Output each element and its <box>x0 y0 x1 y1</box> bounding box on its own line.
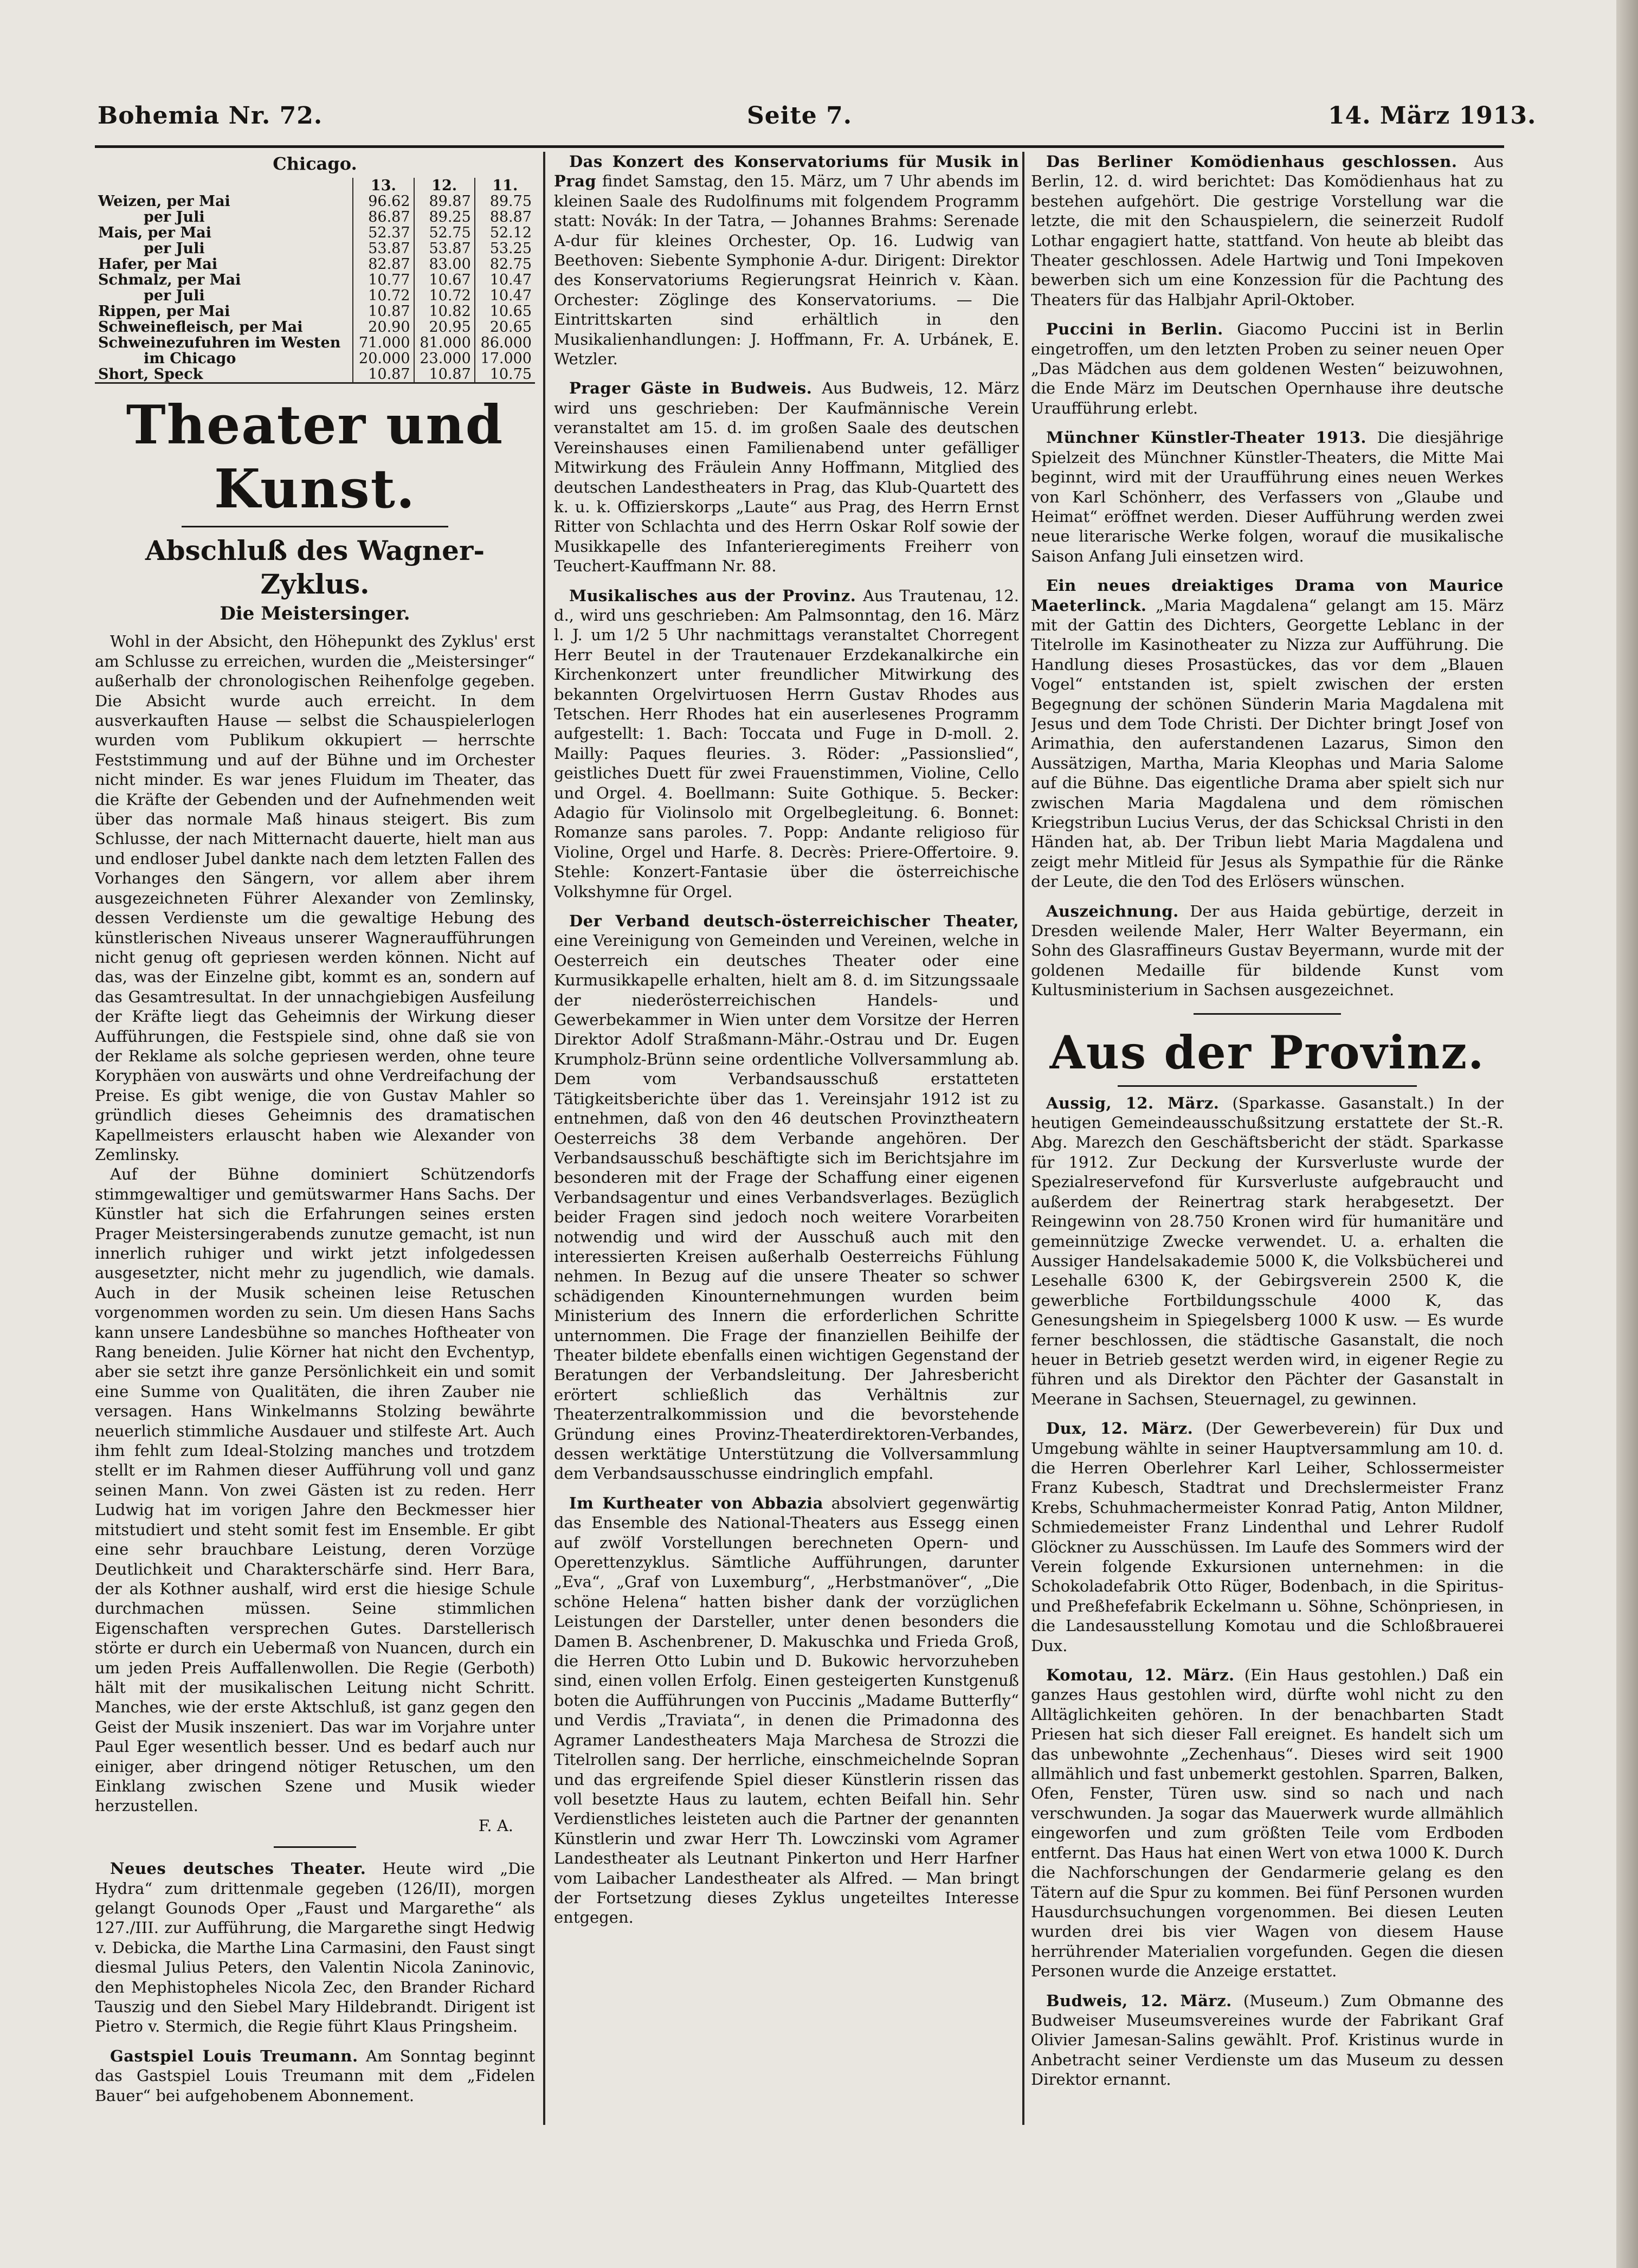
market-row-value: 20.95 <box>414 319 475 335</box>
market-row-value: 88.87 <box>475 209 535 225</box>
news-item <box>1031 1665 1504 1981</box>
news-item-head: Komotau, 12. März. <box>1046 1666 1235 1685</box>
news-item-head: Das Konzert des Konservatoriums für Musik in Prag <box>554 152 1019 191</box>
market-row-label: Rippen, per Mai <box>98 303 230 320</box>
market-row-value: 89.75 <box>475 194 535 209</box>
news-item <box>554 1493 1019 1928</box>
market-table-row <box>95 319 535 335</box>
market-column-header: 11. <box>475 178 535 194</box>
news-item-head: Gastspiel Louis Treumann. <box>110 2046 358 2065</box>
market-row-value: 86.000 <box>475 335 535 351</box>
market-row-label: Schweinezufuhren im Westen <box>98 334 341 352</box>
column-divider <box>1022 152 1024 2125</box>
news-item <box>554 911 1019 1484</box>
news-item <box>1031 576 1504 892</box>
header-rule <box>95 145 1504 148</box>
column-divider <box>543 152 545 2125</box>
market-row-value: 20.65 <box>475 319 535 335</box>
market-row-value: 83.00 <box>414 256 475 272</box>
news-item-head: Neues deutsches Theater. <box>110 1859 366 1878</box>
market-column-header: 12. <box>414 178 475 194</box>
market-row-label: Hafer, per Mai <box>98 256 218 273</box>
market-row-value: 82.87 <box>353 256 414 272</box>
news-item-head: Münchner Künstler-Theater 1913. <box>1046 428 1366 447</box>
section-rule <box>1118 1085 1417 1087</box>
market-row-value: 53.87 <box>353 241 414 256</box>
market-row-value: 10.47 <box>475 272 535 288</box>
news-item <box>554 586 1019 902</box>
market-row-value: 10.65 <box>475 304 535 319</box>
market-row-value: 10.72 <box>414 288 475 304</box>
news-item-head: Puccini in Berlin. <box>1046 320 1223 339</box>
header-page-number: Seite 7. <box>747 102 853 130</box>
news-item <box>95 2046 535 2105</box>
news-item <box>1031 1419 1504 1655</box>
market-table-row <box>95 288 535 304</box>
news-item-head: Der Verband deutsch-österreichischer Theater, <box>569 912 1019 931</box>
market-row-label: Short, Speck <box>98 366 203 383</box>
news-item-text: findet Samstag, den 15. März, um 7 Uhr abends im kleinen Saale des Rudolfinums mit folgendem Programm statt: Novák: In der Tatra, — Johannes Brahms: Serenade A-dur für kleines Orchester, Op. 16. Ludwig van Beethoven: Siebente Symphonie A-dur. Dirigent: Direktor des Konservatoriums Regierungsrat Heinrich v. Kàan. Orchester: Zöglinge des Konservatoriums. — Die Eintrittskarten sind erhältlich in den Musikalienhandlungen: J. Hoffmann, Fr. A. Urbánek, E. Wetzler. <box>554 172 1019 369</box>
article-paragraph: Auf der Bühne dominiert Schützendorfs stimmgewaltiger und gemütswarmer Hans Sachs. Der Künstler hat sich die Erfahrungen seines ersten Prager Meistersingerabends zunutze gemacht, ist nun innerlich ruhiger und wirkt jetzt infolgedessen ausgesetzter, nicht mehr zu jugendlich, wie damals. Auch in der Musik scheinen leise Retuschen vorgenommen worden zu sein. Um diesen Hans Sachs kann unsere Landesbühne so manches Hoftheater von Rang beneiden. Julie Körner hat nicht den Evchentyp, aber sie setzt ihre ganze Persönlichkeit ein und somit eine Summe von Qualitäten, die ihren Zauber nie versagen. Hans Winkelmanns Stolzing bewährte neuerlich stimmliche Ausdauer und stilfeste Art. Auch ihm fehlt zum Ideal-Stolzing manches und trotzdem stellt er im Rahmen dieser Aufführung voll und ganz seinen Mann. Von zwei Gästen ist zu reden. Herr Ludwig hat im vorigen Jahre den Beckmesser hier mitstudiert und steht somit fest im Ensemble. Er gibt eine sehr brauchbare Leistung, deren Vorzüge Deutlichkeit und Charakterschärfe sind. Herr Bara, der als Kothner aushalf, wird erst die hiesige Schule durchmachen müssen. Seine stimmlichen Eigenschaften versprechen Gutes. Darstellerisch störte er durch ein Uebermaß von Nuancen, durch ein um jeden Preis Auffallenwollen. Die Regie (Gerboth) hält mit der musikalischen Leitung nicht Schritt. Manches, wie der erste Aktschluß, ist ganz gegen den Geist der Musik inszeniert. Das war im Vorjahre unter Paul Eger wesentlich besser. Und es bedarf auch nur einiger, aber dringend nötiger Retuschen, um den Einklang zwischen Szene und Musik wieder herzustellen. <box>95 1165 535 1815</box>
news-item-head: Im Kurtheater von Abbazia <box>569 1493 823 1512</box>
market-row-value: 89.87 <box>414 194 475 209</box>
news-item-text: Die diesjährige Spielzeit des Münchner Künstler-Theaters, die Mitte Mai beginnt, wird mit der Uraufführung eines neuen Werkes von Karl Schönherr, des Verfassers von „Glaube und Heimat“ eröffnet werden. Dieser Aufführung werden zwei neue literarische Werke folgen, worauf die musikalische Saison Anfang Juli einsetzen wird. <box>1031 428 1504 565</box>
market-row-label: per Juli <box>144 209 205 226</box>
market-table-row <box>95 194 535 209</box>
article-paragraph: Wohl in der Absicht, den Höhepunkt des Zyklus' erst am Schlusse zu erreichen, wurden die „Meistersinger“ außerhalb der chronologischen Reihenfolge gegeben. Die Absicht wurde auch erreicht. In dem ausverkauften Hause — selbst die Schauspielerlogen wurden vom Publikum okkupiert — herrschte Feststimmung und auf der Bühne und im Orchester nicht minder. Es war jenes Fluidum im Theater, das die Kräfte der Gebenden und der Aufnehmenden weit über das normale Maß hinaus steigert. Bis zum Schlusse, der nach Mitternacht dauerte, hielt man aus und endloser Jubel dankte nach dem letzten Fallen des Vorhanges den Sängern, vor allem aber ihrem ausgezeichneten Führer Alexander von Zemlinsky, dessen Verdienste um die gewaltige Hebung des künstlerischen Niveaus unserer Wagneraufführungen nicht genug oft gepriesen werden können. Nicht auf das, was der Einzelne gibt, kommt es an, sondern auf das Gesamtresultat. In der unnachgiebigen Ausfeilung der Kräfte liegt das Geheimnis der Wirkung dieser Aufführungen, die Festspiele sind, ohne daß sie von der Reklame als solche gepriesen werden, ohne teure Koryphäen von auswärts und ohne Verdreifachung der Preise. Es gibt wenige, die von Gustav Mahler so gründlich dieses Geheimnis des dramatischen Kapellmeisters erlauscht haben wie Alexander von Zemlinsky. <box>95 632 535 1164</box>
market-row-value: 10.67 <box>414 272 475 288</box>
news-item-head: Dux, 12. März. <box>1046 1419 1194 1438</box>
market-row-value: 10.82 <box>414 304 475 319</box>
market-row-label: per Juli <box>144 287 205 305</box>
news-item <box>554 378 1019 576</box>
column-3 <box>1031 152 1504 2157</box>
market-table-header-row <box>95 178 535 194</box>
column-1 <box>95 152 535 2157</box>
news-item <box>1031 901 1504 1000</box>
market-table-corner <box>95 178 353 194</box>
market-row-value: 10.75 <box>475 366 535 383</box>
market-table-title: Chicago. <box>273 153 357 174</box>
header-left: Bohemia Nr. 72. <box>98 102 323 130</box>
section-title-provinz: Aus der Provinz. <box>1049 1025 1485 1079</box>
news-item-text: Giacomo Puccini ist in Berlin eingetroffen, um den letzten Proben zu seiner neuen Oper „Das Mädchen aus dem goldenen Westen“ beizuwohnen, die Ende März im Deutschen Opernhause ihre deutsche Uraufführung erlebt. <box>1031 320 1504 417</box>
news-item-text: (Der Gewerbeverein) für Dux und Umgebung wählte in seiner Hauptversammlung am 10. d. die Herren Oberlehrer Karl Leiher, Schlossermeister Franz Kubesch, Stadtrat und Drechslermeister Franz Krebs, Schuhmachermeister Konrad Patig, Anton Mildner, Schmiedemeister Franz Lindenthal und Lehrer Rudolf Glöckner zu Ausschüssen. Im Laufe des Sommers wird der Verein folgende Exkursionen unternehmen: in die Schokoladefabrik Otto Rüger, Bodenbach, in die Spiritus- und Preßhefefabrik Eckelmann u. Söhne, Schönpriesen, in die Landesausstellung Komotau und die Schloßbrauerei Dux. <box>1031 1419 1504 1655</box>
market-row-value: 52.75 <box>414 225 475 241</box>
news-item-text: Aus Trautenau, 12. d., wird uns geschrieben: Am Palmsonntag, den 16. März l. J. um 1/2 5 Uhr nachmittags veranstaltet Chorregent Herr Beutel in der Trautenauer Erzdekanalkirche ein Kirchenkonzert unter freundlicher Mitwirkung des bekannten Orgelvirtuosen Herrn Gustav Rhodes aus Tetschen. Herr Rhodes hat ein auserlesenes Programm aufgestellt: 1. Bach: Toccata und Fuge in D-moll. 2. Mailly: Paques fleuries. 3. Röder: „Passionslied“, geistliches Duett für zwei Frauenstimmen, Violine, Cello und Orgel. 4. Boellmann: Suite Gothique. 5. Becker: Adagio für Violinsolo mit Orgelbegleitung. 6. Bonnet: Romanze sans paroles. 7. Popp: Andante religioso für Violine, Orgel und Harfe. 8. Decrès: Priere-Offertoire. 9. Stehle: Konzert-Fantasie über die österreichische Volkshymne für Orgel. <box>554 586 1019 901</box>
news-item-text: Heute wird „Die Hydra“ zum drittenmale gegeben (126/II), morgen gelangt Gounods Oper „Faust und Margarethe“ als 127./III. zur Aufführung, die Margarethe singt Hedwig v. Debicka, die Marthe Lina Carmasini, den Faust singt diesmal Julius Peters, den Valentin Nicola Zaninovic, den Mephistopheles Nicola Zec, den Brander Richard Tauszig und den Siebel Mary Hildebrandt. Dirigent ist Pietro v. Stermich, die Regie führt Klaus Pringsheim. <box>95 1859 535 2036</box>
market-table <box>95 178 535 384</box>
market-row-value: 10.87 <box>353 366 414 383</box>
market-row-value: 10.87 <box>414 366 475 383</box>
news-item-head: Das Berliner Komödienhaus geschlossen. <box>1046 152 1458 171</box>
market-row-value: 71.000 <box>353 335 414 351</box>
news-item-head: Musikalisches aus der Provinz. <box>569 586 856 605</box>
market-column-header: 13. <box>353 178 414 194</box>
market-row-label: Schmalz, per Mai <box>98 272 241 289</box>
market-row-value: 89.25 <box>414 209 475 225</box>
market-row-label: im Chicago <box>144 350 236 368</box>
market-row-value: 10.77 <box>353 272 414 288</box>
news-item-text: eine Vereinigung von Gemeinden und Vereinen, welche in Oesterreich ein deutsches Theater oder eine Kurmusikkapelle erhalten, hielt am 8. d. im Sitzungssaale der niederösterreichischen Handels- und Gewerbekammer in Wien unter dem Vorsitze der Herren Direktor Adolf Straßmann-Mähr.-Ostrau und Dr. Eugen Krumpholz-Brünn seine ordentliche Vollversammlung ab. Dem vom Verbandsausschuß erstatteten Tätigkeitsberichte über das 1. Vereinsjahr 1912 ist zu entnehmen, daß von den 46 deutschen Provinztheatern Oesterreichs 38 dem Verbande angehören. Der Verbandsausschuß beschäftigte sich im Berichtsjahre im besonderen mit der Frage der Schaffung einer eigenen Verbandsagentur und eines Verbandsverlages. Bezüglich beider Fragen sind jedoch noch weitere Vorarbeiten notwendig und wird der Ausschuß auch mit den interessierten Kreisen außerhalb Oesterreichs Fühlung nehmen. In Bezug auf die unsere Theater so schwer schädigenden Kinounternehmungen wurden beim Ministerium des Innern die erforderlichen Schritte unternommen. Die Frage der finanziellen Beihilfe der Theater bildete ebenfalls einen wichtigen Gegenstand der Beratungen der Verbandsleitung. Der Jahresbericht erörtert schließlich das Verhältnis zur Theaterzentralkommission und die bevorstehende Gründung eines Provinz-Theaterdirektoren-Verbandes, dessen werktätige Unterstützung die Vollversammlung dem Verbandsausschusse eindringlich empfahl. <box>554 931 1019 1483</box>
header-date: 14. März 1913. <box>1328 102 1537 130</box>
article-headline: Abschluß des Wagner-Zyklus. <box>145 534 485 601</box>
news-item-text: „Maria Magdalena“ gelangt am 15. März mit der Gattin des Dichters, Georgette Leblanc in der Titelrolle im Kasinotheater zu Nizza zur Aufführung. Die Handlung dieses Prosastückes, das vor dem „Blauen Vogel“ entstanden ist, spielt zwischen der ersten Begegnung der schönen Sünderin Maria Magdalena mit Jesus und dem Tode Christi. Der Dichter bringt Josef von Arimathia, den auferstandenen Lazarus, Simon den Aussätzigen, Martha, Maria Kleophas und Maria Salome auf die Bühne. Das eigentliche Drama aber spielt sich nur zwischen Maria Magdalena und dem römischen Kriegstribun Lucius Verus, der das Schicksal Christi in den Händen hat, ab. Der Tribun liebt Maria Magdalena und zeigt mehr Mitleid für Jesus als Sympathie für die Ränke der Leute, die den Tod des Erlösers wünschen. <box>1031 596 1504 891</box>
article-subheadline: Die Meistersinger. <box>220 603 410 625</box>
news-item-text: Aus Berlin, 12. d. wird berichtet: Das Komödienhaus hat zu bestehen aufgehört. Die gestrige Vorstellung war die letzte, die mit den Schauspielern, die seinerzeit Rudolf Lothar engagiert hatte, stattfand. Von heute ab bleibt das Theater geschlossen. Adele Hartwig und Toni Impekoven bewerben sich um eine Konzession für die Pachtung des Theaters für das Halbjahr April-Oktober. <box>1031 152 1504 309</box>
market-row-label: per Juli <box>144 240 205 257</box>
market-row-value: 81.000 <box>414 335 475 351</box>
market-row-value: 52.37 <box>353 225 414 241</box>
market-table-row <box>95 304 535 319</box>
news-item <box>1031 152 1504 310</box>
news-item-text: (Sparkasse. Gasanstalt.) In der heutigen Gemeindeausschußsitzung erstattete der St.-R. Abg. Marezch den Geschäftsbericht der städt. Sparkasse für 1912. Zur Deckung der Kursverluste wurde der Spezialreservefond für Kursverluste aufgebraucht und außerdem der Reinertrag stark herabgesetzt. Der Reingewinn von 28.750 Kronen wird für humanitäre und gemeinnützige Zwecke verwendet. U. a. erhalten die Aussiger Handelsakademie 5000 K, die Volksbücherei und Lesehalle 6300 K, der Gebirgsverein 2500 K, die gewerbliche Fortbildungsschule 4000 K, das Genesungsheim in Spiegelsberg 1000 K usw. — Es wurde ferner beschlossen, die städtische Gasanstalt, die noch heuer in Betrieb gesetzt werden wird, in eigener Regie zu führen und als Direktor den Pächter der Gasanstalt in Meerane in Sachsen, Steuernagel, zu gewinnen. <box>1031 1093 1504 1408</box>
news-item-text: (Museum.) Zum Obmanne des Budweiser Museumsvereines wurde der Fabrikant Graf Olivier Jamesan-Salins gewählt. Prof. Kristinus wurde in Anbetracht seiner Verdienste um das Museum zu dessen Direktor ernannt. <box>1031 1991 1504 2089</box>
column-2 <box>554 152 1019 2157</box>
news-item-text: absolviert gegenwärtig das Ensemble des National-Theaters aus Essegg einen auf zwölf Vorstellungen berechneten Opern- und Operettenzyklus. Sämtliche Aufführungen, darunter „Eva“, „Graf von Luxemburg“, „Herbstmanöver“, „Die schöne Helena“ hatten bisher dank der vorzüglichen Leistungen der Darsteller, unter denen besonders die Damen B. Aschenbrener, D. Makuschka und Frieda Groß, die Herren Otto Lubin und D. Bukowic hervorzuheben sind, einen vollen Erfolg. Einen gesteigerten Kunstgenuß boten die Aufführungen von Puccinis „Madame Butterfly“ und Verdis „Traviata“, in denen die Primadonna des Agramer Landestheaters Maja Marchesa de Strozzi die Titelrollen sang. Der herrliche, einschmeichelnde Sopran und das ergreifende Spiel dieser Künstlerin rissen das voll besetzte Haus zu lautem, echten Beifall hin. Sehr Verdienstliches leisteten auch die Partner der genannten Künstlerin und zwar Herr Th. Lowczinski vom Agramer Landestheater als Leutnant Pinkerton und Herr Harfner vom Laibacher Landestheater als Alfred. — Man bringt der Fortsetzung dieses Zyklus ungeteiltes Interesse entgegen. <box>554 1493 1019 1927</box>
market-table-row <box>95 335 535 351</box>
market-row-value: 96.62 <box>353 194 414 209</box>
section-rule <box>182 526 448 527</box>
market-row-value: 82.75 <box>475 256 535 272</box>
market-row-value: 53.25 <box>475 241 535 256</box>
market-table-row <box>95 351 535 366</box>
news-item-text: Aus Budweis, 12. März wird uns geschrieben: Der Kaufmännische Verein veranstaltet am 15. d. im großen Saale des deutschen Vereinshauses einen Familienabend unter gefälliger Mitwirkung des Fräulein Anny Hoffmann, Mitglied des deutschen Landestheaters in Prag, das Klub-Quartett des k. u. k. Offizierskorps „Laute“ aus Prag, des Herrn Ernst Ritter von Schlachta und des Herrn Oskar Rolf sowie der Musikkapelle des Infanterieregiments Freiherr von Teuchert-Kauffmann Nr. 88. <box>554 379 1019 576</box>
market-table-row <box>95 272 535 288</box>
market-row-value: 10.87 <box>353 304 414 319</box>
market-row-value: 10.72 <box>353 288 414 304</box>
news-item-head: Auszeichnung. <box>1046 901 1179 920</box>
news-item <box>1031 1093 1504 1409</box>
page-edge-shadow <box>1616 0 1638 2268</box>
news-item <box>554 152 1019 369</box>
news-item-text: (Ein Haus gestohlen.) Daß ein ganzes Haus gestohlen wird, dürfte wohl nicht zu den Alltäglichkeiten gehören. In der benachbarten Stadt Priesen hat sich dieser Fall ereignet. Es handelt sich um das unbewohnte „Zechenhaus“. Dieses wird seit 1900 allmählich und fast unbemerkt gestohlen. Sparren, Balken, Ofen, Fenster, Türen usw. sind so nach und nach verschwunden. Ja sogar das Mauerwerk wurde allmählich eingeworfen und zum größten Teile vom Erdboden entfernt. Das Haus hat einen Wert von etwa 1000 K. Durch die Nachforschungen der Gendarmerie gelang es den Tätern auf die Spur zu kommen. Bei fünf Personen wurden Hausdurchsuchungen vorgenommen. Bei diesen Leuten wurden drei bis vier Wagen von diesem Hause herrührender Materialien vorgefunden. Gegen die diesen Personen wurde die Anzeige erstattet. <box>1031 1666 1504 1981</box>
section-separator <box>1194 1013 1341 1015</box>
market-table-row <box>95 256 535 272</box>
market-row-label: Mais, per Mai <box>98 224 211 242</box>
article-signature: F. A. <box>478 1816 513 1835</box>
market-row-label: Weizen, per Mai <box>98 193 230 210</box>
market-row-value: 52.12 <box>475 225 535 241</box>
news-item <box>95 1859 535 2037</box>
market-row-value: 20.000 <box>353 351 414 366</box>
news-item <box>1031 428 1504 566</box>
market-table-row <box>95 209 535 225</box>
news-item-head: Budweis, 12. März. <box>1046 1991 1232 2010</box>
news-item <box>1031 319 1504 418</box>
market-row-value: 53.87 <box>414 241 475 256</box>
market-table-row <box>95 366 535 383</box>
news-item <box>1031 1991 1504 2090</box>
market-row-value: 10.47 <box>475 288 535 304</box>
news-item-text: Der aus Haida gebürtige, derzeit in Dresden weilende Maler, Herr Walter Beyermann, ein Sohn des Glasraffineurs Gustav Beyermann, wurde mit der goldenen Medaille für bildende Kunst vom Kultusministerium in Sachsen ausgezeichnet. <box>1031 901 1504 1000</box>
market-row-label: Schweinefleisch, per Mai <box>98 319 303 336</box>
market-table-row <box>95 241 535 256</box>
market-row-value: 17.000 <box>475 351 535 366</box>
market-table-row <box>95 225 535 241</box>
section-title-theater: Theater und Kunst. <box>126 394 504 521</box>
article-separator <box>274 1846 356 1848</box>
market-row-value: 23.000 <box>414 351 475 366</box>
market-row-value: 86.87 <box>353 209 414 225</box>
news-item-head: Aussig, 12. März. <box>1046 1093 1220 1112</box>
news-item-head: Prager Gäste in Budweis. <box>569 379 812 398</box>
news-item-head: Ein neues dreiaktiges Drama von Maurice Maeterlinck. <box>1031 576 1504 615</box>
news-item-text: Am Sonntag beginnt das Gastspiel Louis Treumann mit dem „Fidelen Bauer“ bei aufgehobenem Abonnement. <box>95 2046 535 2105</box>
market-row-value: 20.90 <box>353 319 414 335</box>
